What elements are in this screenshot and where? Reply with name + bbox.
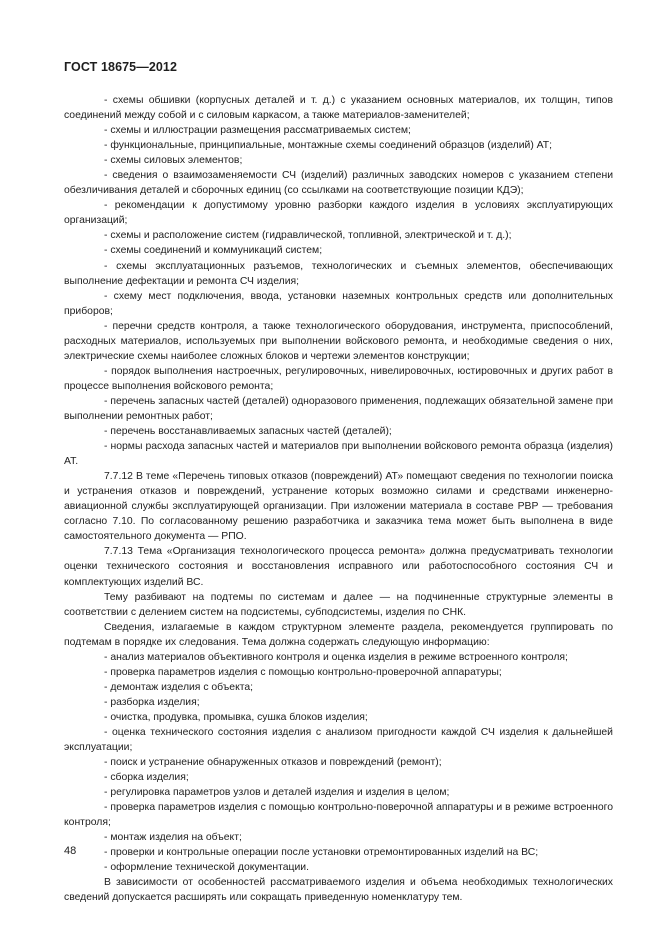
body-paragraph: - функциональные, принципиальные, монтажные схемы соединений образцов (изделий) АТ;: [104, 140, 553, 152]
body-paragraph: - схему мест подключения, ввода, установки наземных контрольных средств или дополнительных приборов;: [64, 290, 613, 317]
page-number: 48: [64, 845, 77, 857]
document-header: ГОСТ 18675—2012: [64, 60, 178, 74]
body-paragraph: - проверка параметров изделия с помощью контрольно-поверочной аппаратуры и в режиме встроенного контроля;: [64, 802, 613, 829]
body-paragraph: - рекомендации к допустимому уровню разборки каждого изделия в условиях эксплуатирующих организаций;: [64, 200, 613, 227]
body-paragraph: - разборка изделия;: [104, 696, 200, 708]
body-paragraph: - анализ материалов объективного контроля и оценка изделия в режиме встроенного контроля;: [104, 651, 568, 663]
body-paragraph: - демонтаж изделия с объекта;: [104, 681, 254, 693]
body-paragraph: - оформление технической документации.: [104, 862, 309, 874]
body-paragraph: - порядок выполнения настроечных, регулировочных, нивелировочных, юстировочных и других работ в процессе выполнения войскового ремонта;: [64, 365, 613, 392]
body-paragraph: - перечень восстанавливаемых запасных частей (деталей);: [104, 426, 392, 438]
body-paragraph: Сведения, излагаемые в каждом структурном элементе раздела, рекомендуется группировать по подтемам в порядке их следования. Тема должна содержать следующую информацию:: [64, 621, 613, 648]
body-paragraph: - перечень запасных частей (деталей) одноразового применения, подлежащих обязательной замене при выполнении ремонтных работ;: [64, 395, 613, 422]
body-paragraph: - сборка изделия;: [104, 772, 189, 784]
body-paragraph: - очистка, продувка, промывка, сушка блоков изделия;: [104, 711, 368, 723]
page-body: [64, 93, 613, 906]
body-paragraph: - схемы и расположение систем (гидравлической, топливной, электрической и т. д.);: [104, 230, 512, 242]
body-paragraph: - схемы и иллюстрации размещения рассматриваемых систем;: [104, 125, 411, 137]
body-paragraph: 7.7.13 Тема «Организация технологического процесса ремонта» должна предусматривать технологии оценки технического состояния и восстановления исправного или работоспособного состояния СЧ и комплектующих изделий ВС.: [64, 546, 613, 588]
body-paragraph: 7.7.12 В теме «Перечень типовых отказов (повреждений) АТ» помещают сведения по технологии поиска и устранения отказов и повреждений, устранение которых возможно силами и средствами инженерно-авиационной службы эксплуатирующей организации. При изложении материала в составе РВР — требования согласно 7.10. По согласованному решению разработчика и заказчика тема может быть выполнена в виде самостоятельного документа — РПО.: [64, 471, 613, 543]
body-paragraph: - сведения о взаимозаменяемости СЧ (изделий) различных заводских номеров с указанием степени обезличивания деталей и сборочных единиц (со ссылками на соответствующие позиции КДЭ);: [64, 170, 613, 197]
body-paragraph: - регулировка параметров узлов и деталей изделия и изделия в целом;: [104, 787, 450, 799]
body-paragraph: - оценка технического состояния изделия с анализом пригодности каждой СЧ изделия к дальнейшей эксплуатации;: [64, 726, 613, 754]
body-paragraph: - проверка параметров изделия с помощью контрольно-проверочной аппаратуры;: [104, 666, 502, 678]
body-paragraph: - схемы силовых элементов;: [104, 155, 243, 167]
body-paragraph: - схемы соединений и коммуникаций систем;: [104, 245, 323, 257]
body-paragraph: - поиск и устранение обнаруженных отказов и повреждений (ремонт);: [104, 757, 442, 769]
body-paragraph: - схемы эксплуатационных разъемов, технологических и съемных элементов, обеспечивающих выполнение дефектации и ремонта СЧ изделия;: [64, 260, 613, 287]
body-paragraph: Тему разбивают на подтемы по системам и далее — на подчиненные структурные элементы в соответствии с делением систем на подсистемы, субподсистемы, изделия по СНК.: [64, 591, 613, 618]
body-paragraph: - схемы обшивки (корпусных деталей и т. д.) с указанием основных материалов, их толщин, типов соединений между собой и с силовым каркасом, а также материалов-заменителей;: [64, 95, 613, 122]
body-paragraph: - проверки и контрольные операции после установки отремонтированных изделий на ВС;: [104, 847, 539, 859]
body-paragraph: - монтаж изделия на объект;: [104, 832, 242, 844]
body-paragraph: - перечни средств контроля, а также технологического оборудования, инструмента, приспособлений, расходных материалов, используемых при выполнении войскового ремонта, и необходимые сведения о них, электрические схемы наиболее сложных блоков и чертежи элементов конструкции;: [64, 320, 613, 362]
body-paragraph: В зависимости от особенностей рассматриваемого изделия и объема необходимых технологических сведений допускается расширять или сокращать приведенную номенклатуру тем.: [64, 877, 613, 904]
body-paragraph: - нормы расхода запасных частей и материалов при выполнении войскового ремонта образца (изделия) АТ.: [64, 441, 613, 468]
